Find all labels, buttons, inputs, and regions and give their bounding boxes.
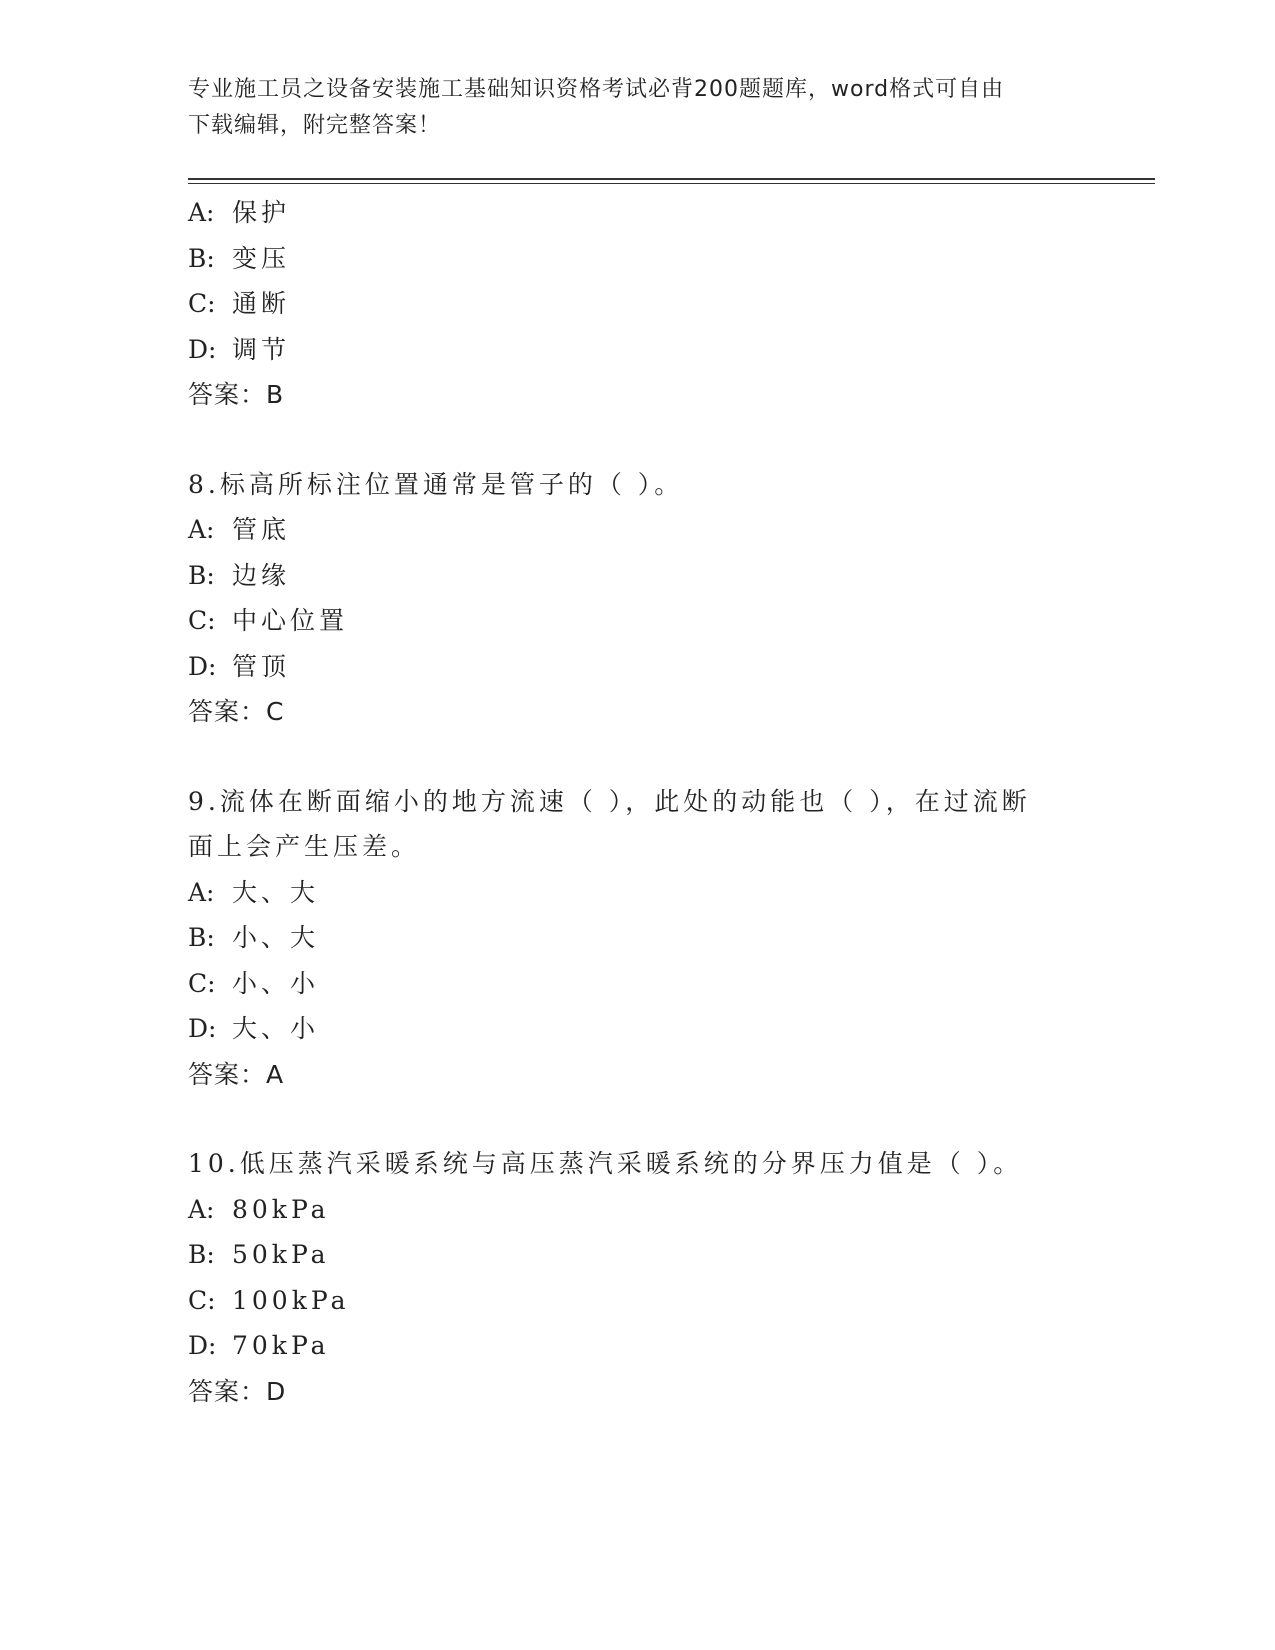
option-text: 小、大 — [232, 923, 320, 952]
option-label: D: — [188, 1014, 217, 1043]
option-d — [188, 644, 1088, 690]
question-gap — [188, 418, 1088, 462]
option-b — [188, 915, 1088, 961]
option-label: A: — [188, 198, 215, 227]
option-label: C: — [188, 606, 216, 635]
option-a — [188, 870, 1088, 916]
option-label: A: — [188, 515, 215, 544]
option-a — [188, 507, 1088, 553]
option-c — [188, 598, 1088, 644]
option-text: 中心位置 — [232, 606, 349, 635]
answer-line: 答案：C — [188, 697, 285, 726]
question-gap — [188, 1097, 1088, 1141]
option-text: 小、小 — [232, 968, 320, 998]
option-label: D: — [188, 1331, 217, 1360]
answer-line: 答案：D — [188, 1376, 287, 1406]
option-text: 调节 — [232, 334, 291, 364]
option-text: 80kPa — [232, 1194, 330, 1224]
question-gap — [188, 735, 1088, 779]
question-list — [188, 190, 1088, 1414]
option-label: D: — [188, 651, 217, 681]
question-9 — [188, 779, 1088, 1098]
header-title-line-1: 专业施工员之设备安装施工基础知识资格考试必背200题题库，word格式可自由 — [188, 77, 1005, 102]
option-c — [188, 1278, 1088, 1324]
option-text: 变压 — [232, 243, 291, 273]
option-label: C: — [188, 289, 216, 318]
option-text: 通断 — [232, 289, 291, 318]
option-a — [188, 1187, 1088, 1233]
question-10 — [188, 1141, 1088, 1414]
option-label: B: — [188, 1240, 215, 1269]
option-label: D: — [188, 334, 217, 364]
option-b — [188, 553, 1088, 599]
option-label: C: — [188, 968, 216, 998]
option-d — [188, 1006, 1088, 1052]
header-divider-thin — [188, 183, 1155, 184]
option-label: A: — [188, 1194, 215, 1224]
option-text: 管顶 — [232, 651, 291, 681]
option-d — [188, 1323, 1088, 1369]
option-c — [188, 281, 1088, 327]
question-7-options — [188, 190, 1088, 418]
question-text-line-2: 面上会产生压差。 — [188, 832, 421, 861]
option-b — [188, 1232, 1088, 1278]
option-text: 70kPa — [232, 1331, 330, 1360]
option-text: 大、小 — [232, 1014, 320, 1043]
answer-line: 答案：A — [188, 1059, 285, 1089]
question-text-line-1: 9.流体在断面缩小的地方流速（ ），此处的动能也（ ），在过流断 — [188, 786, 1031, 816]
option-a — [188, 190, 1088, 236]
question-text: 8.标高所标注位置通常是管子的（ ）。 — [188, 469, 684, 499]
document-header — [188, 72, 1068, 144]
option-text: 50kPa — [232, 1240, 330, 1269]
question-text: 10.低压蒸汽采暖系统与高压蒸汽采暖系统的分界压力值是（ ）。 — [188, 1149, 1023, 1178]
option-label: B: — [188, 243, 215, 273]
option-text: 保护 — [232, 198, 291, 227]
option-text: 100kPa — [232, 1285, 350, 1315]
option-label: B: — [188, 560, 215, 590]
option-b — [188, 236, 1088, 282]
header-divider-thick — [188, 178, 1155, 180]
answer-line: 答案：B — [188, 380, 285, 409]
option-label: B: — [188, 923, 215, 952]
option-text: 大、大 — [232, 877, 320, 907]
option-label: C: — [188, 1285, 216, 1315]
option-text: 边缘 — [232, 560, 291, 590]
question-8 — [188, 462, 1088, 735]
option-label: A: — [188, 877, 215, 907]
option-text: 管底 — [232, 515, 291, 544]
header-title-line-2: 下载编辑，附完整答案！ — [188, 113, 442, 138]
option-c — [188, 961, 1088, 1007]
option-d — [188, 327, 1088, 373]
